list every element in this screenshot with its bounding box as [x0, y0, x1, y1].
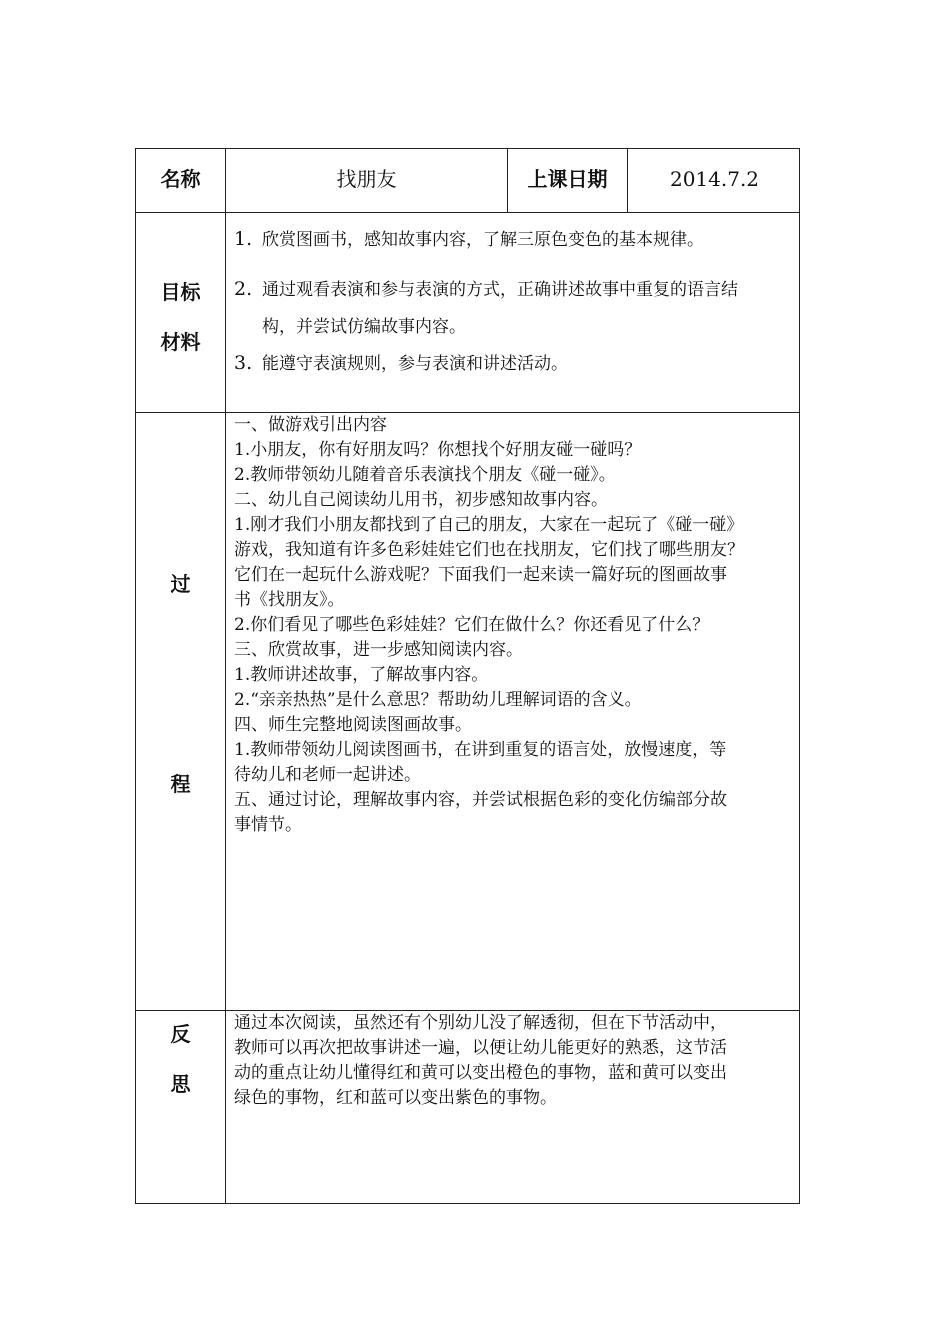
row-divider: [136, 212, 799, 213]
process-label-bottom: 程: [170, 772, 191, 796]
goal-item-3: [234, 345, 568, 383]
process-content: [234, 413, 796, 838]
text-line: 书《找朋友》。: [234, 590, 345, 610]
text-line: 它们在一起玩什么游戏呢？下面我们一起来读一篇好玩的图画故事: [234, 565, 727, 585]
text-line: 2.你们看见了哪些色彩娃娃？它们在做什么？你还看见了什么？: [234, 615, 710, 635]
goal-item-1: [234, 221, 704, 259]
date-value: 2014.7.2: [669, 167, 760, 191]
text-line: 二、幼儿自己阅读幼儿用书，初步感知故事内容。: [234, 490, 608, 510]
column-divider: [225, 149, 226, 1203]
text-line: 游戏，我知道有许多色彩娃娃它们也在找朋友，它们找了哪些朋友？: [234, 540, 744, 560]
text-line: 绿色的事物，红和蓝可以变出紫色的事物。: [234, 1088, 557, 1108]
text-line: 2.教师带领幼儿随着音乐表演找个朋友《碰一碰》。: [234, 465, 616, 485]
goals-label: [136, 267, 225, 367]
text-line: 事情节。: [234, 815, 302, 835]
goal-number: 2.: [234, 278, 253, 300]
goal-item-2: [234, 271, 738, 346]
text-line: 教师可以再次把故事讲述一遍，以便让幼儿能更好的熟悉，这节活: [234, 1038, 727, 1058]
lesson-plan-table: [135, 148, 800, 1204]
goal-text: 通过观看表演和参与表演的方式，正确讲述故事中重复的语言结: [262, 280, 738, 300]
goal-text-continued: 构，并尝试仿编故事内容。: [262, 317, 466, 337]
process-label-top: 过: [170, 572, 191, 596]
text-line: 1.教师讲述故事，了解故事内容。: [234, 665, 489, 685]
date-label: 上课日期: [527, 167, 608, 191]
goal-text: 能遵守表演规则，参与表演和讲述活动。: [262, 354, 568, 374]
reflection-content: [234, 1011, 796, 1111]
reflection-label-bottom: 思: [170, 1072, 191, 1096]
text-line: 动的重点让幼儿懂得红和黄可以变出橙色的事物，蓝和黄可以变出: [234, 1063, 727, 1083]
goal-number: 1.: [234, 228, 253, 250]
text-line: 1.教师带领幼儿阅读图画书，在讲到重复的语言处，放慢速度，等: [234, 740, 727, 760]
goal-text: 欣赏图画书，感知故事内容，了解三原色变色的基本规律。: [262, 230, 704, 250]
text-line: 2.“亲亲热热”是什么意思？帮助幼儿理解词语的含义。: [234, 690, 642, 710]
text-line: 1.刚才我们小朋友都找到了自己的朋友，大家在一起玩了《碰一碰》: [234, 515, 744, 535]
reflection-label-top: 反: [170, 1022, 191, 1046]
text-line: 四、师生完整地阅读图画故事。: [234, 715, 472, 735]
text-line: 一、做游戏引出内容: [234, 415, 387, 435]
goals-label-line1: 目标: [160, 280, 201, 304]
goal-number: 3.: [234, 352, 253, 374]
text-line: 五、通过讨论，理解故事内容，并尝试根据色彩的变化仿编部分故: [234, 790, 727, 810]
text-line: 1.小朋友，你有好朋友吗？你想找个好朋友碰一碰吗？: [234, 440, 642, 460]
text-line: 待幼儿和老师一起讲述。: [234, 765, 421, 785]
text-line: 通过本次阅读，虽然还有个别幼儿没了解透彻，但在下节活动中，: [234, 1013, 727, 1033]
name-label: 名称: [160, 167, 201, 191]
goals-label-line2: 材料: [160, 330, 201, 354]
name-value: 找朋友: [336, 167, 397, 191]
text-line: 三、欣赏故事，进一步感知阅读内容。: [234, 640, 523, 660]
